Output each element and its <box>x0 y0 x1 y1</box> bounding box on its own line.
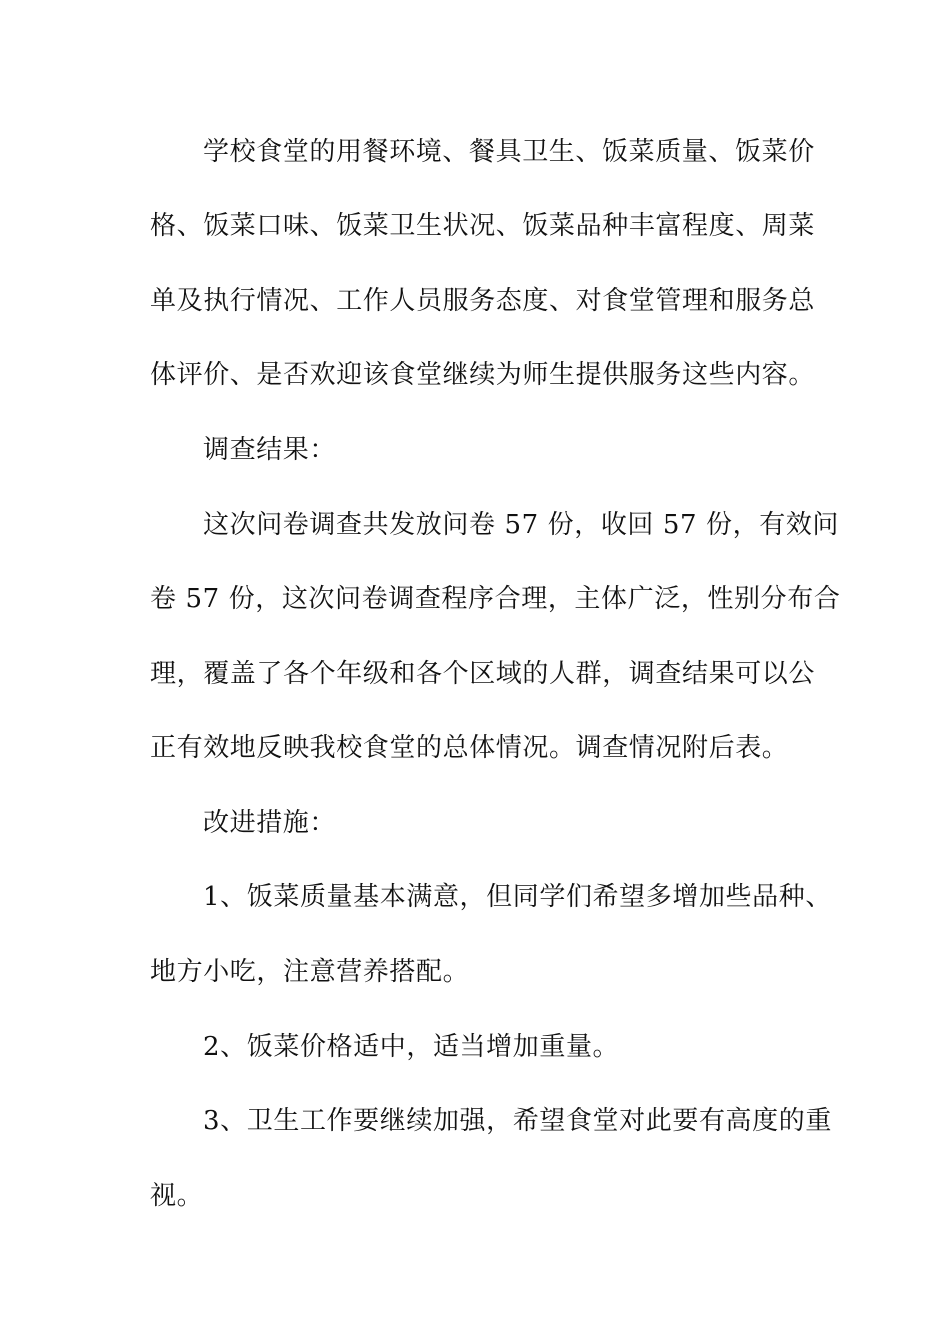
measure-3-line-1: 3、卫生工作要继续加强，希望食堂对此要有高度的重 <box>203 1106 832 1136</box>
measure-1-line-2: 地方小吃，注意营养搭配。 <box>150 957 470 987</box>
paragraph-results-line-4: 正有效地反映我校食堂的总体情况。调查情况附后表。 <box>150 733 789 763</box>
measure-1-line-1: 1、饭菜质量基本满意，但同学们希望多增加些品种、 <box>203 882 832 912</box>
heading-survey-results: 调查结果： <box>203 435 337 465</box>
paragraph-intro-line-4: 体评价、是否欢迎该食堂继续为师生提供服务这些内容。 <box>150 360 816 390</box>
paragraph-intro-line-2: 格、饭菜口味、饭菜卫生状况、饭菜品种丰富程度、周菜 <box>150 211 816 241</box>
paragraph-intro-line-1: 学校食堂的用餐环境、餐具卫生、饭菜质量、饭菜价 <box>203 137 815 167</box>
paragraph-results-line-2: 卷 57 份，这次问卷调查程序合理，主体广泛，性别分布合 <box>150 584 841 614</box>
measure-2-line-1: 2、饭菜价格适中，适当增加重量。 <box>203 1032 620 1062</box>
paragraph-intro-line-3: 单及执行情况、工作人员服务态度、对食堂管理和服务总 <box>150 286 816 316</box>
heading-improvement-measures: 改进措施： <box>203 808 337 838</box>
measure-3-line-2: 视。 <box>150 1181 204 1211</box>
paragraph-results-line-1: 这次问卷调查共发放问卷 57 份，收回 57 份，有效问 <box>203 510 840 540</box>
paragraph-results-line-3: 理，覆盖了各个年级和各个区域的人群，调查结果可以公 <box>150 659 816 689</box>
